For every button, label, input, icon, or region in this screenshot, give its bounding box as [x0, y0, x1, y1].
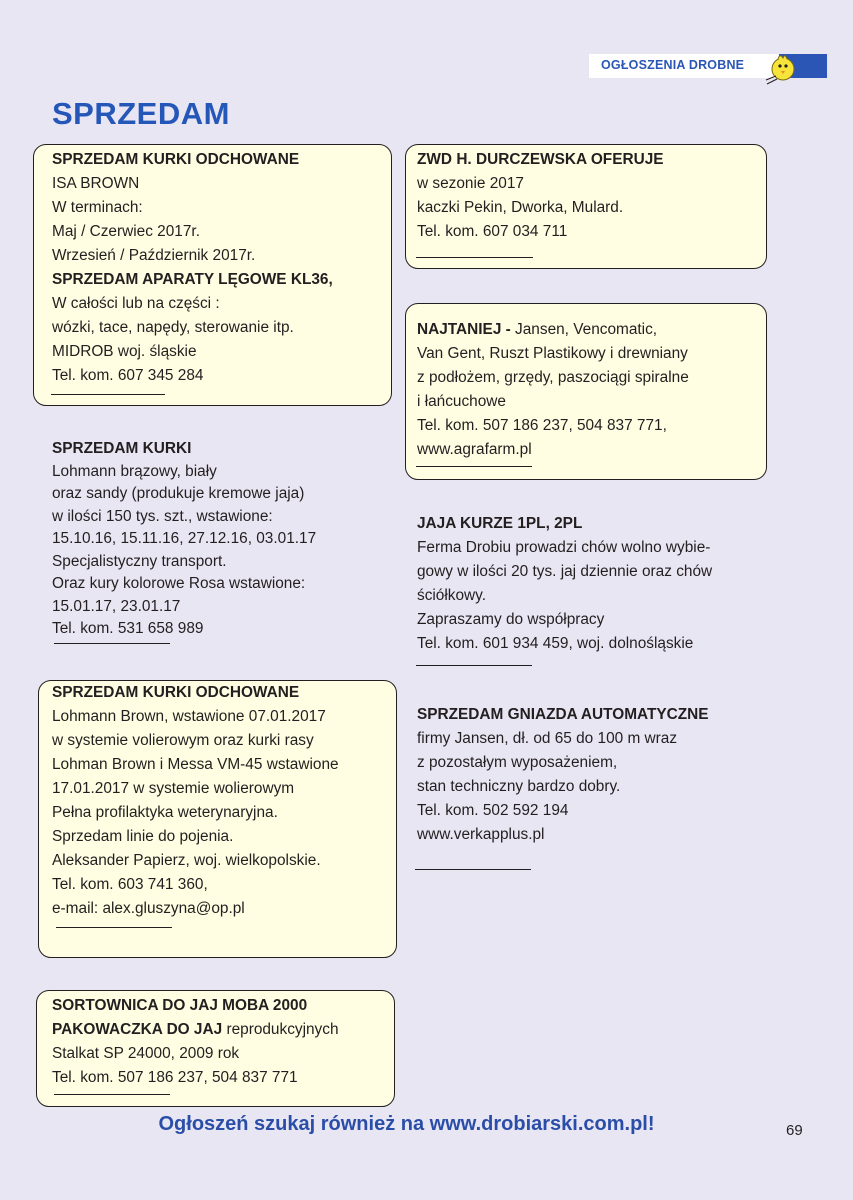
ad-line: z podłożem, grzędy, paszociągi spiralne — [417, 369, 689, 386]
ad-line: Wrzesień / Październik 2017r. — [52, 247, 256, 264]
ad-phone: Tel. kom. 607 345 284 — [52, 367, 204, 384]
ad-line: kaczki Pekin, Dworka, Mulard. — [417, 199, 624, 216]
ad-line: gowy w ilości 20 tys. jaj dziennie oraz chów — [417, 563, 713, 580]
ad-line: Stalkat SP 24000, 2009 rok — [52, 1045, 240, 1062]
ad-kurki-isa-brown — [52, 148, 333, 388]
ad-line: w sezonie 2017 — [417, 175, 524, 192]
ad-heading-secondary: SPRZEDAM APARATY LĘGOWE KL36, — [52, 271, 333, 288]
ad-line: Lohman Brown i Messa VM-45 wstawione — [52, 756, 339, 773]
ad-phone: Tel. kom. 507 186 237, 504 837 771 — [52, 1069, 298, 1086]
ad-line: W terminach: — [52, 199, 143, 216]
ad-line: Lohmann Brown, wstawione 07.01.2017 — [52, 708, 326, 725]
ad-jaja-kurze — [417, 512, 712, 656]
ad-line: w systemie volierowym oraz kurki rasy — [52, 732, 314, 749]
ad-heading: JAJA KURZE 1PL, 2PL — [417, 515, 583, 532]
ad-durczewska — [417, 148, 664, 244]
page-title: SPRZEDAM — [52, 96, 230, 131]
ad-line: 15.01.17, 23.01.17 — [52, 597, 181, 615]
ad-line: oraz sandy (produkuje kremowe jaja) — [52, 485, 305, 502]
ad-phone: Tel. kom. 531 658 989 — [52, 620, 204, 637]
ad-line: Aleksander Papierz, woj. wielkopolskie. — [52, 852, 321, 869]
ad-sortownica — [52, 994, 339, 1090]
ad-line: MIDROB woj. śląskie — [52, 343, 197, 360]
section-label: OGŁOSZENIA DROBNE — [601, 58, 745, 72]
ad-divider — [416, 257, 533, 258]
chick-icon — [764, 50, 800, 86]
ad-line: Oraz kury kolorowe Rosa wstawione: — [52, 575, 306, 592]
ad-najtaniej — [417, 318, 689, 462]
ad-divider — [54, 1094, 170, 1095]
ad-divider — [56, 927, 172, 928]
ad-divider — [416, 665, 532, 666]
ad-website: www.verkapplus.pl — [417, 826, 545, 843]
ad-line: firmy Jansen, dł. od 65 do 100 m wraz — [417, 730, 678, 747]
ad-kurki-volierowe — [52, 681, 339, 921]
ad-heading: NAJTANIEJ - — [417, 321, 511, 338]
ad-phone: Tel. kom. 607 034 711 — [417, 223, 568, 240]
ad-line: reprodukcyjnych — [222, 1021, 339, 1038]
ad-divider — [51, 394, 165, 395]
ad-email: e-mail: alex.gluszyna@op.pl — [52, 900, 245, 917]
ad-phone: Tel. kom. 502 592 194 — [417, 802, 569, 819]
ad-line: Van Gent, Ruszt Plastikowy i drewniany — [417, 345, 688, 362]
ad-line: i łańcuchowe — [417, 393, 506, 410]
ad-line: ISA BROWN — [52, 175, 140, 192]
ad-line: Maj / Czerwiec 2017r. — [52, 223, 200, 240]
ad-line: z pozostałym wyposażeniem, — [417, 754, 618, 771]
ad-gniazda — [417, 703, 709, 847]
ad-line: ściółkowy. — [417, 587, 486, 604]
ad-phone: Tel. kom. 507 186 237, 504 837 771, — [417, 417, 667, 434]
ad-line: Zapraszamy do współpracy — [417, 611, 605, 628]
ad-phone: Tel. kom. 601 934 459, woj. dolnośląskie — [417, 635, 694, 652]
ad-heading: ZWD H. DURCZEWSKA OFERUJE — [417, 151, 664, 168]
ad-line: Lohmann brązowy, biały — [52, 462, 217, 480]
page-number: 69 — [786, 1122, 803, 1139]
ad-heading-secondary: PAKOWACZKA DO JAJ — [52, 1021, 223, 1038]
ad-divider — [54, 643, 170, 644]
ad-line: Pełna profilaktyka weterynaryjna. — [52, 804, 278, 821]
ad-heading: SPRZEDAM KURKI — [52, 440, 192, 457]
ad-website: www.agrafarm.pl — [417, 441, 532, 458]
ad-line: wózki, tace, napędy, sterowanie itp. — [52, 319, 294, 336]
ad-heading: SPRZEDAM GNIAZDA AUTOMATYCZNE — [417, 706, 709, 723]
ad-divider — [416, 466, 532, 467]
ad-line: w ilości 150 tys. szt., wstawione: — [52, 507, 273, 525]
ad-divider — [415, 869, 531, 870]
footer-banner: Ogłoszeń szukaj również na www.drobiarski.com.pl! — [158, 1113, 655, 1135]
ad-phone: Tel. kom. 603 741 360, — [52, 876, 208, 893]
ad-line: Specjalistyczny transport. — [52, 552, 227, 570]
ad-line: 17.01.2017 w systemie wolierowym — [52, 780, 295, 797]
ad-line: Ferma Drobiu prowadzi chów wolno wybie- — [417, 539, 711, 556]
ad-line: Jansen, Vencomatic, — [510, 321, 658, 338]
ad-line: 15.10.16, 15.11.16, 27.12.16, 03.01.17 — [52, 530, 317, 547]
ad-line: W całości lub na części : — [52, 295, 220, 312]
ad-heading: SPRZEDAM KURKI ODCHOWANE — [52, 151, 300, 168]
ad-heading: SORTOWNICA DO JAJ MOBA 2000 — [52, 997, 308, 1014]
ad-kurki-lohmann — [52, 438, 316, 641]
ad-line: stan techniczny bardzo dobry. — [417, 778, 621, 795]
ad-heading: SPRZEDAM KURKI ODCHOWANE — [52, 684, 300, 701]
ad-line: Sprzedam linie do pojenia. — [52, 828, 234, 845]
